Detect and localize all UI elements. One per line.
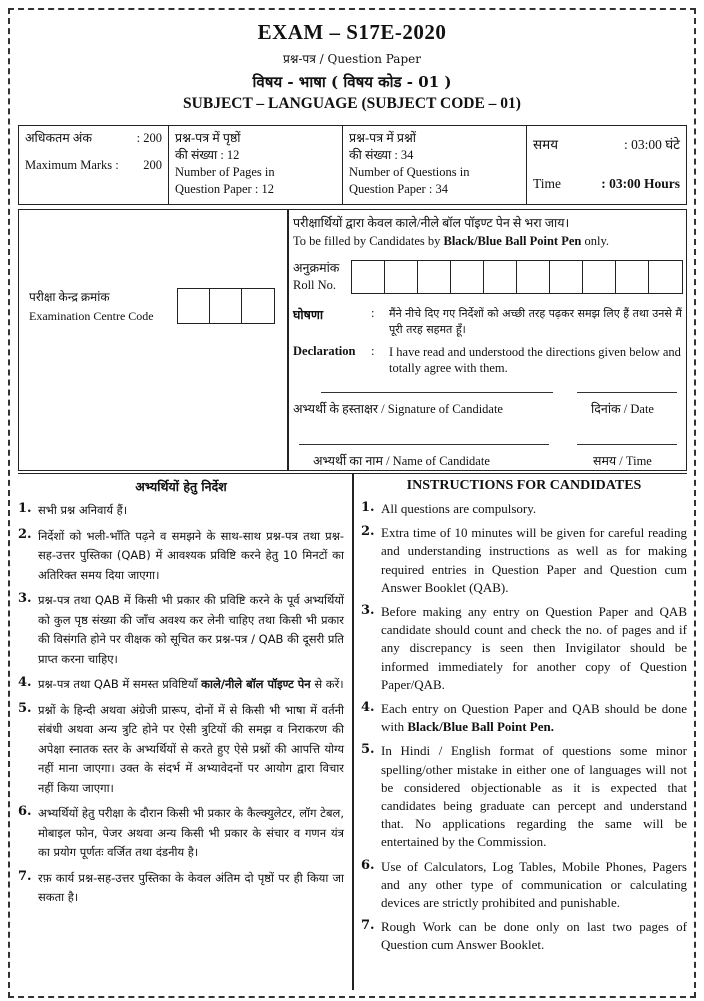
pages-en: Number of Pages in	[175, 165, 275, 179]
time-cell	[527, 126, 686, 204]
list-item: 4. Each entry on Question Paper and QAB should be done with Black/Blue Ball Point Pen.	[361, 700, 687, 735]
time-line[interactable]	[577, 444, 677, 445]
roll-box[interactable]	[484, 261, 517, 293]
fill-instruction-hi: परीक्षार्थियों द्वारा केवल काले/नीले बॉल पॉइण्ट पेन से भरा जाय।	[293, 216, 570, 230]
instructions-section	[18, 473, 687, 989]
candidate-details-box	[18, 209, 687, 471]
signature-label: अभ्यर्थी के हस्ताक्षर / Signature of Candidate	[293, 402, 503, 416]
centre-code-box[interactable]	[178, 289, 210, 323]
marks-en-label: Maximum Marks :	[25, 158, 119, 172]
list-item: 3. प्रश्न-पत्र तथा QAB में किसी भी प्रकार की प्रविष्टि करने के पूर्व अभ्यर्थियों को कुल पृष्ठ संख्या की जाँच अवश्य कर लेनी चाहिए तथा किसी भी प्रकार की विसंगति होने पर वीक्षक को सूचित कर प्रश्न-पत्र / QAB की दूसरी प्रति प्राप्त करना चाहिए।	[18, 591, 344, 666]
decl-en-label: Declaration	[293, 344, 356, 358]
centre-code-box[interactable]	[242, 289, 274, 323]
marks-en-value: 200	[143, 158, 162, 172]
time-en-label: Time	[533, 176, 562, 191]
centre-code-box[interactable]	[210, 289, 242, 323]
list-item: 2. निर्देशों को भली-भाँति पढ़ने व समझने के साथ-साथ प्रश्न-पत्र तथा प्रश्न-सह-उत्तर पुस्तिका (QAB) में आवश्यक प्रविष्टि करने हेतु 10 मिनटों का अतिरिक्त समय दिया जाएगा।	[18, 526, 344, 582]
questions-en-count: Question Paper : 34	[349, 182, 448, 196]
marks-hi-label: अधिकतम अंक	[25, 131, 92, 145]
list-item: 6. Use of Calculators, Log Tables, Mobile Phones, Pagers and any other type of communication or calculating devices are strictly prohibited and punishable.	[361, 857, 687, 911]
marks-cell	[19, 126, 169, 204]
exam-info-grid	[18, 125, 687, 205]
list-item: 2. Extra time of 10 minutes will be given for careful reading and understanding instructions as well as for making required entries in Question Paper and Question cum Answer Booklet (QAB).	[361, 524, 687, 595]
roll-box[interactable]	[550, 261, 583, 293]
list-item: 3. Before making any entry on Question Paper and QAB candidate should count and check the no. of pages and if any discrepancy is seen then Invigilator should be informed immediately for another copy of Question Paper/QAB.	[361, 603, 687, 692]
roll-box[interactable]	[352, 261, 385, 293]
decl-hi-label: घोषणा	[293, 308, 324, 322]
name-line[interactable]	[299, 444, 549, 445]
date-label: दिनांक / Date	[591, 402, 654, 416]
subject-hindi: विषय - भाषा ( विषय कोड - 01 )	[252, 73, 452, 91]
roll-box[interactable]	[616, 261, 649, 293]
decl-hi-text: मैंने नीचे दिए गए निर्देशों को अच्छी तरह पढ़कर समझ लिए हैं तथा उनसे मैं पूरी तरह सहमत हूँ।	[389, 307, 682, 336]
list-item: 6. अभ्यर्थियों हेतु परीक्षा के दौरान किसी भी प्रकार के कैल्क्युलेटर, लॉग टेबल, मोबाइल फोन, पेजर अथवा अन्य किसी भी प्रकार के संचार व गणन यंत्र का प्रयोग पूर्णतः वर्जित तथा दंडनीय है।	[18, 804, 344, 859]
roll-number-boxes[interactable]	[351, 260, 683, 294]
list-item: 7. Rough Work can be done only on last two pages of Question cum Answer Booklet.	[361, 918, 687, 953]
centre-code-boxes[interactable]	[177, 288, 275, 324]
paper-type: प्रश्न-पत्र / Question Paper	[283, 52, 421, 66]
list-item: 5. प्रश्नों के हिन्दी अथवा अंग्रेजी प्रारूप, दोनों में से किसी भी भाषा में वर्तनी संबंधी अथवा अन्य त्रुटि होने पर ऐसी त्रुटियों की समझ व निराकरण की अपेक्षा स्नातक स्तर के अभ्यर्थियों से करते हुए ऐसे प्रश्नों की आपत्ति योग्य नहीं माना जाएगा। उक्त के संदर्भ में अभ्यावेदनों पर आयोग द्वारा विचार नहीं किया जाएगा।	[18, 700, 344, 795]
instructions-en-title: INSTRUCTIONS FOR CANDIDATES	[406, 478, 642, 493]
centre-code-label: परीक्षा केन्द्र क्रमांक Examination Centre Code	[29, 290, 154, 323]
instructions-hindi	[18, 478, 344, 914]
roll-box[interactable]	[583, 261, 616, 293]
decl-en-text: I have read and understood the directions given below and totally agree with them.	[389, 345, 681, 375]
roll-box[interactable]	[451, 261, 484, 293]
declaration: घोषणा : मैंने नीचे दिए गए निर्देशों को अच्छी तरह पढ़कर समझ लिए हैं तथा उनसे मैं पूरी तरह सहमत हूँ। Declaration : I have read and understood the directions given below and totally agree with them.	[293, 306, 688, 382]
name-label: अभ्यर्थी का नाम / Name of Candidate	[313, 454, 490, 468]
list-item: 7. रफ़ कार्य प्रश्न-सह-उत्तर पुस्तिका के केवल अंतिम दो पृष्ठों पर ही किया जा सकता है।	[18, 868, 344, 904]
roll-box[interactable]	[418, 261, 451, 293]
roll-box[interactable]	[649, 261, 682, 293]
subject-english: SUBJECT – LANGUAGE (SUBJECT CODE – 01)	[183, 95, 521, 112]
time-hi-value: : 03:00 घंटे	[623, 137, 680, 152]
time-en-value: : 03:00 Hours	[601, 176, 680, 191]
pages-hi-count: की संख्या : 12	[175, 148, 240, 162]
pages-hi: प्रश्न-पत्र में पृष्ठों	[175, 131, 241, 145]
questions-cell	[343, 126, 527, 204]
instructions-english	[361, 478, 687, 961]
instructions-hi-title: अभ्यर्थियों हेतु निर्देश	[135, 479, 227, 494]
pages-en-count: Question Paper : 12	[175, 182, 274, 196]
exam-title: EXAM – S17E-2020	[257, 20, 447, 44]
time-label: समय / Time	[593, 454, 652, 468]
questions-hi-count: की संख्या : 34	[349, 148, 414, 162]
list-item: 4. प्रश्न-पत्र तथा QAB में समस्त प्रविष्टियाँ काले/नीले बॉल पॉइण्ट पेन से करें।	[18, 675, 344, 691]
list-item: 1. All questions are compulsory.	[361, 500, 537, 516]
questions-hi: प्रश्न-पत्र में प्रश्नों	[349, 131, 417, 145]
list-item: 5. In Hindi / English format of questions some minor spelling/other mistake in either one of languages will not be considered objectionable as it is expected that candidates being graduate can percept and understand that. No applications regarding the same will be entertained by the Commission.	[361, 742, 687, 850]
roll-label: अनुक्रमांक Roll No.	[293, 261, 340, 292]
roll-box[interactable]	[385, 261, 418, 293]
marks-hi-value: : 200	[136, 131, 162, 145]
signature-line[interactable]	[321, 392, 553, 393]
roll-box[interactable]	[517, 261, 550, 293]
list-item: 1. सभी प्रश्न अनिवार्य हैं।	[18, 501, 128, 517]
pages-cell	[169, 126, 343, 204]
date-line[interactable]	[577, 392, 677, 393]
fill-instruction-en: To be filled by Candidates by Black/Blue Ball Point Pen only.	[293, 234, 610, 248]
candidate-fill-area	[293, 214, 683, 375]
roll-number-row	[293, 260, 683, 294]
questions-en: Number of Questions in	[349, 165, 470, 179]
time-hi-label: समय	[533, 137, 559, 152]
